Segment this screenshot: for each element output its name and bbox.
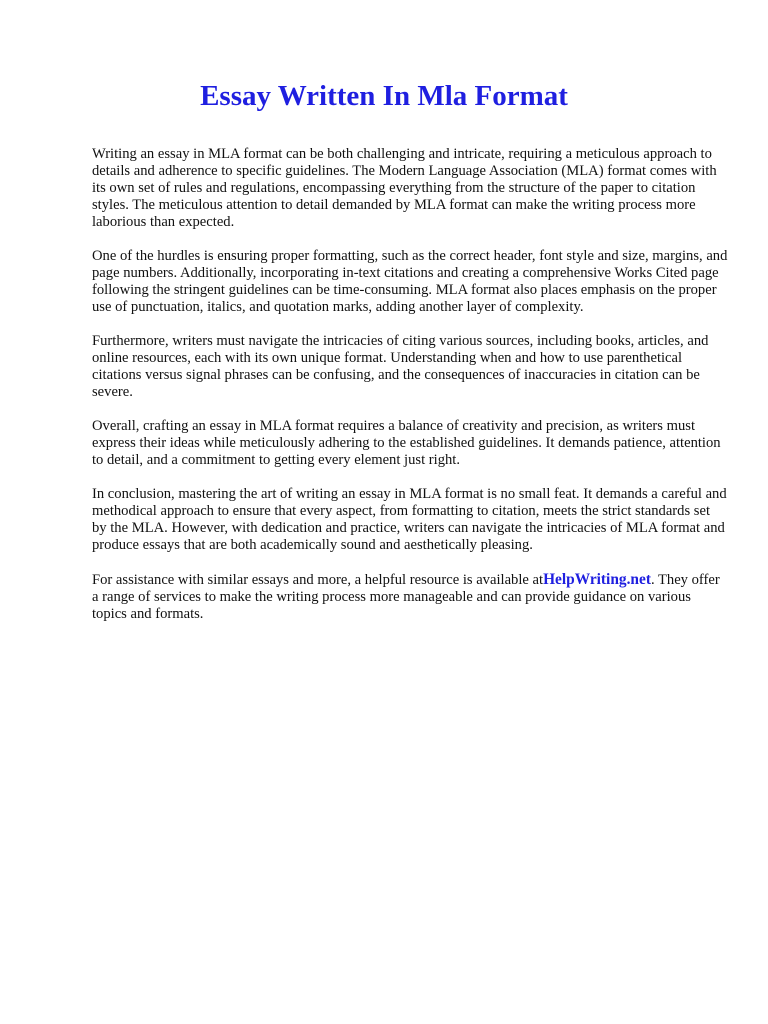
paragraph-6-after-link: . They offer a range of services to make the writing process more manageable and can provide guidance on various topics and formats.: [92, 572, 720, 622]
paragraph-1: Writing an essay in MLA format can be both challenging and intricate, requiring a meticulous approach to details and adherence to specific guidelines. The Modern Language Association (MLA) format comes with its own set of rules and regulations, encompassing everything from the structure of the paper to citation styles. The meticulous attention to detail demanded by MLA format can make the writing process more laborious than expected.: [92, 146, 717, 230]
paragraph-4: Overall, crafting an essay in MLA format requires a balance of creativity and precision, as writers must express their ideas while meticulously adhering to the established guidelines. It demands patience, attention to detail, and a commitment to getting every element just right.: [92, 418, 721, 468]
document-title: Essay Written In Mla Format: [200, 80, 568, 112]
paragraph-2: One of the hurdles is ensuring proper formatting, such as the correct header, font style and size, margins, and page numbers. Additionally, incorporating in-text citations and creating a comprehensive Works Cited page following the stringent guidelines can be time-consuming. MLA format also places emphasis on the proper use of punctuation, italics, and quotation marks, adding another layer of complexity.: [92, 248, 728, 315]
paragraph-3: Furthermore, writers must navigate the intricacies of citing various sources, including books, articles, and online resources, each with its own unique format. Understanding when and how to use parenthetical citations versus signal phrases can be confusing, and the consequences of inaccuracies in citation can be severe.: [92, 333, 709, 400]
paragraph-6: [92, 571, 728, 623]
paragraph-5: In conclusion, mastering the art of writing an essay in MLA format is no small feat. It demands a careful and methodical approach to ensure that every aspect, from formatting to citation, meets the strict standards set by the MLA. However, with dedication and practice, writers can navigate the intricacies of MLA format and produce essays that are both academically sound and aesthetically pleasing.: [92, 486, 727, 553]
helpwriting-link[interactable]: HelpWriting.net: [543, 571, 651, 588]
document-body: [92, 146, 728, 640]
paragraph-6-before-link: For assistance with similar essays and more, a helpful resource is available at: [92, 572, 544, 588]
